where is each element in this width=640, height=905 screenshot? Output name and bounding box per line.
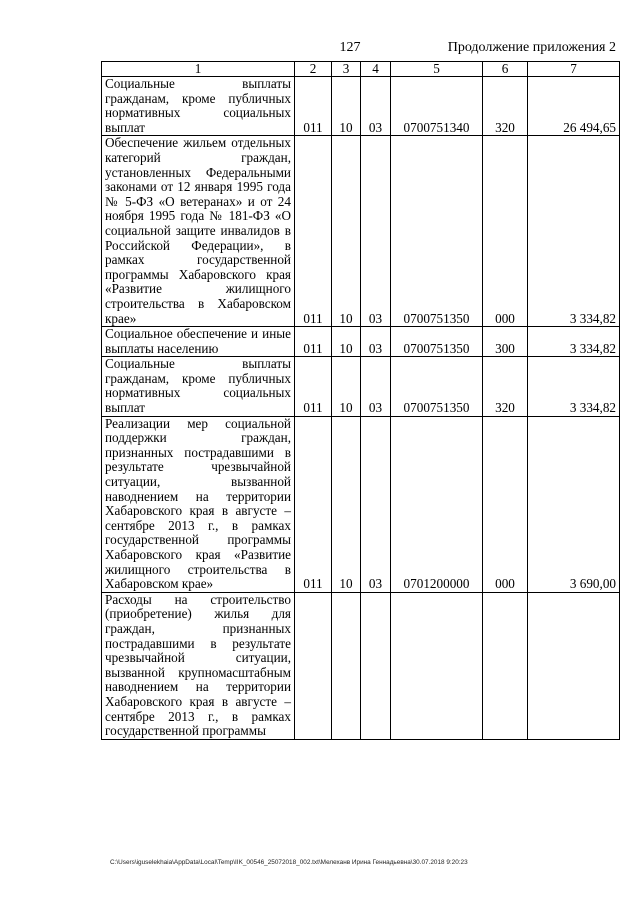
column-header: 5 <box>391 62 483 77</box>
table-row <box>102 327 620 357</box>
ministry-code: 011 <box>295 357 332 416</box>
target-article-code: 0701200000 <box>391 416 483 592</box>
section-code: 10 <box>332 327 361 357</box>
section-code: 10 <box>332 136 361 327</box>
column-header: 6 <box>483 62 528 77</box>
subsection-code: 03 <box>361 136 391 327</box>
subsection-code: 03 <box>361 357 391 416</box>
column-header: 4 <box>361 62 391 77</box>
section-code: 10 <box>332 77 361 136</box>
column-header: 2 <box>295 62 332 77</box>
table-row <box>102 592 620 739</box>
amount: 3 334,82 <box>528 136 620 327</box>
target-article-code: 0700751340 <box>391 77 483 136</box>
subsection-code <box>361 592 391 739</box>
column-header: 3 <box>332 62 361 77</box>
table-row <box>102 357 620 416</box>
section-code: 10 <box>332 357 361 416</box>
amount <box>528 592 620 739</box>
table-row <box>102 77 620 136</box>
row-description: Реализации мер социальной поддержки граждан, признанных пострадавшими в результате чрезвычайной ситуации, вызванной наводнением на территории Хабаровского края в августе – сентябре 2013 г., в рамках государственной программы Хабаровского края «Развитие жилищного строительства в Хабаровском крае» <box>102 416 295 592</box>
file-path-footer: C:\Users\iguselekhaia\AppData\Local\Temp\IIK_00546_25072018_002.txt\Мелеханв Ирина Геннадьевна\30.07.2018 9:20:23 <box>110 859 468 866</box>
continuation-caption: Продолжение приложения 2 <box>447 40 616 55</box>
table-row <box>102 136 620 327</box>
column-header: 7 <box>528 62 620 77</box>
page-number: 127 <box>339 40 361 55</box>
subsection-code: 03 <box>361 77 391 136</box>
target-article-code <box>391 592 483 739</box>
amount: 3 334,82 <box>528 327 620 357</box>
expense-type-code: 000 <box>483 416 528 592</box>
row-description: Обеспечение жильем отдельных категорий граждан, установленных Федеральными законами от 12 января 1995 года № 5-ФЗ «О ветеранах» и от 24 ноября 1995 года № 181-ФЗ «О социальной защите инвалидов в Российской Федерации», в рамках государственной программы Хабаровского края «Развитие жилищного строительства в Хабаровском крае» <box>102 136 295 327</box>
section-code <box>332 592 361 739</box>
expense-type-code: 300 <box>483 327 528 357</box>
ministry-code: 011 <box>295 327 332 357</box>
ministry-code: 011 <box>295 77 332 136</box>
ministry-code: 011 <box>295 136 332 327</box>
ministry-code: 011 <box>295 416 332 592</box>
row-description: Расходы на строительство (приобретение) жилья для граждан, признанных пострадавшими в результате чрезвычайной ситуации, вызванной крупномасштабным наводнением на территории Хабаровского края в августе – сентябре 2013 г., в рамках государственной программы <box>102 592 295 739</box>
target-article-code: 0700751350 <box>391 327 483 357</box>
ministry-code <box>295 592 332 739</box>
section-code: 10 <box>332 416 361 592</box>
target-article-code: 0700751350 <box>391 136 483 327</box>
subsection-code: 03 <box>361 416 391 592</box>
amount: 3 690,00 <box>528 416 620 592</box>
expense-type-code: 320 <box>483 77 528 136</box>
expense-type-code: 000 <box>483 136 528 327</box>
table-row <box>102 416 620 592</box>
target-article-code: 0700751350 <box>391 357 483 416</box>
expense-type-code: 320 <box>483 357 528 416</box>
budget-table <box>101 61 620 740</box>
expense-type-code <box>483 592 528 739</box>
amount: 3 334,82 <box>528 357 620 416</box>
header-row <box>102 62 620 77</box>
row-description: Социальные выплаты гражданам, кроме публичных нормативных социальных выплат <box>102 77 295 136</box>
amount: 26 494,65 <box>528 77 620 136</box>
row-description: Социальное обеспечение и иные выплаты населению <box>102 327 295 357</box>
subsection-code: 03 <box>361 327 391 357</box>
row-description: Социальные выплаты гражданам, кроме публичных нормативных социальных выплат <box>102 357 295 416</box>
column-header: 1 <box>102 62 295 77</box>
